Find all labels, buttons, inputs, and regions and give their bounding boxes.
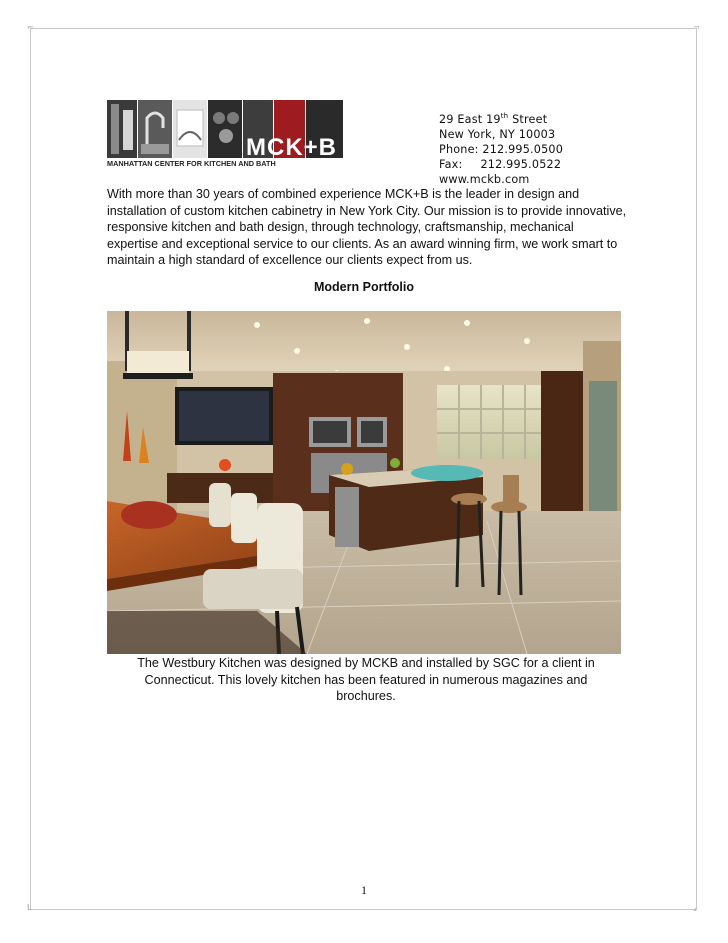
section-title: Modern Portfolio xyxy=(314,280,414,294)
logo-tagline: MANHATTAN CENTER FOR KITCHEN AND BATH xyxy=(107,159,276,168)
fax-number: Fax: 212.995.0522 xyxy=(439,158,562,171)
corner-mark: ⌐ xyxy=(27,23,34,32)
address-street: 29 East 19th Street xyxy=(439,112,548,126)
corner-mark: L xyxy=(27,903,32,912)
kitchen-photo xyxy=(107,311,621,654)
page-number: 1 xyxy=(361,883,367,897)
intro-paragraph: With more than 30 years of combined experience MCK+B is the leader in design and installation of custom kitchen cabinetry in New York City. Our mission is to provide innovative, responsive kitchen and bath design, through technology, craftsmanship, mechanical expertise and exceptional service to our clients. As an award winning firm, we work smart to maintain a high standard of excellence our clients expect from us. xyxy=(107,187,627,267)
logo-wordmark: MCK+B xyxy=(246,134,338,161)
website-link[interactable]: www.mckb.com xyxy=(439,173,530,186)
address-block xyxy=(439,112,563,187)
phone-number: Phone: 212.995.0500 xyxy=(439,143,564,156)
corner-mark: ⌟ xyxy=(693,903,697,912)
corner-mark: ¬ xyxy=(693,23,700,32)
mckb-logo xyxy=(107,100,343,168)
photo-caption: The Westbury Kitchen was designed by MCKB and installed by SGC for a client in Connecticut. This lovely kitchen has been featured in numerous magazines and brochures. xyxy=(137,656,595,703)
address-city: New York, NY 10003 xyxy=(439,128,556,141)
